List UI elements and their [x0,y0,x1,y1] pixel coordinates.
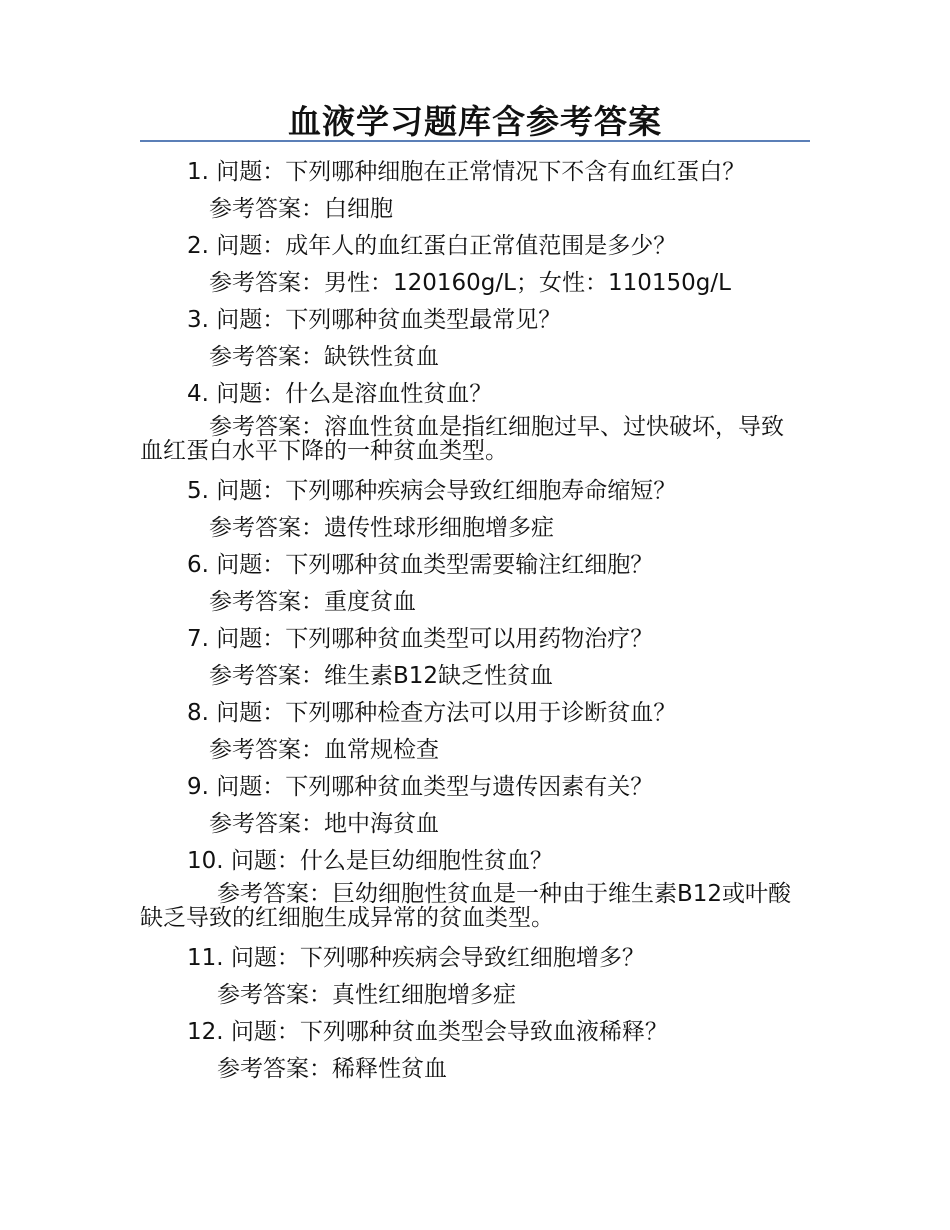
question-6 [140,549,810,582]
question-text: 问题：什么是溶血性贫血？ [216,381,493,407]
question-text: 问题：什么是巨幼细胞性贫血？ [230,848,553,874]
question-3 [140,304,810,337]
answer-11: 参考答案：真性红细胞增多症 [217,982,516,1008]
question-7 [140,623,810,656]
answer-9: 参考答案：地中海贫血 [209,811,439,837]
title-underline [140,140,810,142]
question-12 [140,1016,810,1049]
answer-10: 参考答案：巨幼细胞性贫血是一种由于维生素B12或叶酸缺乏导致的红细胞生成异常的贫血类型。 [140,881,792,931]
question-number: 5. [187,478,209,504]
question-number: 6. [187,552,209,578]
question-number: 11. [187,945,224,971]
answer-6: 参考答案：重度贫血 [209,589,416,615]
answer-8: 参考答案：血常规检查 [209,737,439,763]
answer-2: 参考答案：男性：120160g/L；女性：110150g/L [209,270,731,296]
question-number: 9. [187,774,209,800]
question-number: 4. [187,381,209,407]
question-8 [140,697,810,730]
question-text: 问题：下列哪种贫血类型会导致血液稀释？ [230,1019,668,1045]
question-5 [140,475,810,508]
answer-12: 参考答案：稀释性贫血 [217,1056,447,1082]
answer-4: 参考答案：溶血性贫血是指红细胞过早、过快破坏，导致血红蛋白水平下降的一种贫血类型。 [140,414,784,464]
question-text: 问题：下列哪种贫血类型与遗传因素有关？ [216,774,654,800]
question-list [140,156,810,1090]
document-title: 血液学习题库含参考答案 [288,102,662,141]
question-number: 3. [187,307,209,333]
question-4 [140,378,810,411]
question-text: 问题：下列哪种疾病会导致红细胞增多？ [230,945,645,971]
answer-7: 参考答案：维生素B12缺乏性贫血 [209,663,554,689]
question-1 [140,156,810,189]
question-number: 10. [187,848,224,874]
question-text: 问题：成年人的血红蛋白正常值范围是多少？ [216,233,677,259]
question-number: 1. [187,159,209,185]
question-text: 问题：下列哪种贫血类型需要输注红细胞？ [216,552,654,578]
question-text: 问题：下列哪种细胞在正常情况下不含有血红蛋白？ [216,159,746,185]
question-number: 7. [187,626,209,652]
question-number: 8. [187,700,209,726]
answer-5: 参考答案：遗传性球形细胞增多症 [209,515,554,541]
question-text: 问题：下列哪种贫血类型可以用药物治疗？ [216,626,654,652]
question-number: 12. [187,1019,224,1045]
question-2 [140,230,810,263]
question-11 [140,942,810,975]
answer-3: 参考答案：缺铁性贫血 [209,344,439,370]
answer-1: 参考答案：白细胞 [209,196,393,222]
question-9 [140,771,810,804]
question-text: 问题：下列哪种疾病会导致红细胞寿命缩短？ [216,478,677,504]
question-text: 问题：下列哪种检查方法可以用于诊断贫血？ [216,700,677,726]
question-number: 2. [187,233,209,259]
question-text: 问题：下列哪种贫血类型最常见？ [216,307,562,333]
question-10 [140,845,810,878]
